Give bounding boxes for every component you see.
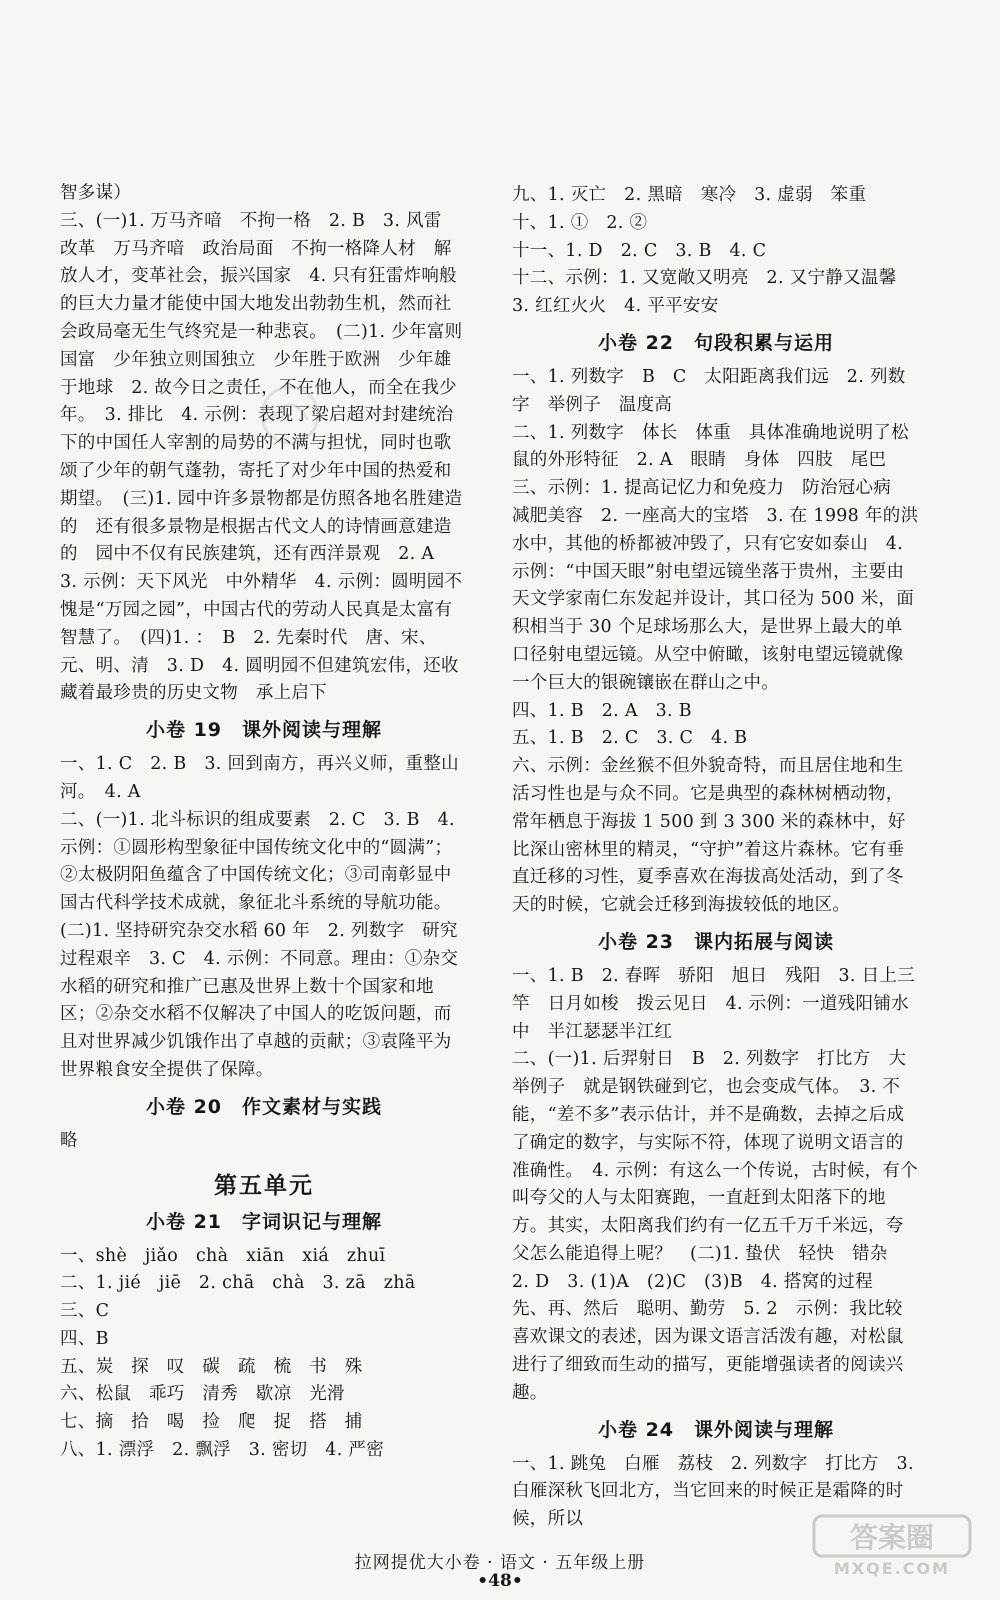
- watermark-brand: 答案圈: [849, 1521, 935, 1554]
- text-line: 五、炭 探 叹 碳 疏 梳 书 殊: [60, 1356, 363, 1377]
- section-title-20: 小卷 20 作文素材与实践: [145, 1095, 383, 1118]
- right-column: [512, 182, 924, 1534]
- section-title-23: 小卷 23 课内拓展与阅读: [597, 930, 835, 953]
- text-line: 二、1. jié jiē 2. chā chà 3. zā zhā: [60, 1273, 416, 1294]
- text-line: 十、1. ① 2. ②: [512, 212, 648, 233]
- section-title-22: 小卷 22 句段积累与运用: [597, 331, 835, 354]
- unit-title: 第五单元: [214, 1172, 314, 1199]
- text-line: 八、1. 漂浮 2. 飘浮 3. 密切 4. 严密: [60, 1440, 385, 1461]
- section-title-21: 小卷 21 字词识记与理解: [145, 1210, 383, 1233]
- text-line: 四、1. B 2. A 3. B: [512, 700, 692, 721]
- text-line: 十一、1. D 2. C 3. B 4. C: [512, 240, 767, 261]
- text-line: 一、shè jiǎo chà xiān xiá zhuī: [60, 1245, 386, 1266]
- text-paragraph: 一、1. 列数字 B C 太阳距离我们远 2. 列数字 举例子 温度高: [512, 366, 906, 415]
- text-line: 略: [60, 1130, 78, 1151]
- text-paragraph: 三、(一)1. 万马齐喑 不拘一格 2. B 3. 风雷 改革 万马齐喑 政治局面 不拘一格降人材 解放人才，变革社会，振兴国家 4. 只有狂雷炸响般的巨大力量才能使中国大地发出勃勃生机，然而社会政局毫无生气终究是一种悲哀。 (二)1. 少年富则国富 少年独立则国独立 少年胜于欧洲 少年雄于地球 2. 故今日之责任，不在他人，而全在我少年。 3. 排比 4. 示例：表现了梁启超对封建统治下的中国任人宰割的局势的不满与担忧，同时也歌颂了少年的朝气蓬勃，寄托了对少年中国的热爱和期望。 (三)1. 园中许多景物都是仿照各地名胜建造的 还有很多景物是根据古代文人的诗情画意建造的 园中不仅有民族建筑，还有西洋景观 2. A 3. 示例：天下风光 中外精华 4. 示例：圆明园不愧是“万园之园”，中国古代的劳动人民真是太富有智慧了。 (四)1. ： B 2. 先秦时代 唐、宋、元、明、清 3. D 4. 圆明园不但建筑宏伟，还收藏着最珍贵的历史文物 承上启下: [60, 210, 463, 704]
- text-line: 三、C: [60, 1301, 110, 1322]
- section-title-19: 小卷 19 课外阅读与理解: [145, 719, 383, 742]
- text-line: 四、B: [60, 1328, 109, 1349]
- text-paragraph: 二、(一)1. 后羿射日 B 2. 列数字 打比方 大 举例子 就是钢铁碰到它，也会变成气体。 3. 不能，“差不多”表示估计，并不是确数，去掉之后成了确定的数字，与实际不符，体现了说明文语言的准确性。 4. 示例：有这么一个传说，古时候，有个叫夸父的人与太阳赛跑，一直赶到太阳落下的地方。其实，太阳离我们约有一亿五千万千米远，夸父怎么能追得上呢？ (二)1. 蛰伏 轻快 错杂 2. D 3. (1)A (2)C (3)B 4. 搭窝的过程 先、再、然后 聪明、勤劳 5. 2 示例：我比较喜欢课文的表述，因为课文语言活泼有趣，对松鼠进行了细致而生动的描写，更能增强读者的阅读兴趣。: [512, 1049, 924, 1403]
- watermark-seal-icon: [250, 380, 330, 450]
- text-line: 五、1. B 2. C 3. C 4. B: [512, 728, 748, 749]
- footer-book-title: 拉网提优大小卷 · 语文 · 五年级上册: [354, 1553, 646, 1573]
- watermark-site: MXQE.COM: [833, 1559, 951, 1578]
- text-paragraph: 一、1. 跳兔 白雁 荔枝 2. 列数字 打比方 3. 白雁深秋飞回北方，当它回来的时候正是霜降的时候，所以: [512, 1453, 914, 1530]
- section-title-24: 小卷 24 课外阅读与理解: [597, 1418, 835, 1441]
- text-line: 六、松鼠 乖巧 清秀 歇凉 光滑: [60, 1384, 345, 1405]
- text-paragraph: 十二、示例：1. 又宽敞又明亮 2. 又宁静又温馨 3. 红红火火 4. 平平安安: [512, 268, 915, 317]
- text-paragraph: 三、示例：1. 提高记忆力和免疫力 防治冠心病 减肥美容 2. 一座高大的宝塔 3. 在 1998 年的洪水中，其他的桥都被冲毁了，只有它安如泰山 4. 示例：“中国天眼”射电望远镜坐落于贵州，主要由天文学家南仁东发起并设计，其口径为 500 米，面积相当于 30 个足球场那么大，是世界上最大的单口径射电望远镜。从空中俯瞰，该射电望远镜就像一个巨大的银碗镶嵌在群山之中。: [512, 478, 919, 693]
- text-line: 智多谋）: [60, 183, 132, 203]
- text-paragraph: 一、1. B 2. 春晖 骄阳 旭日 残阳 3. 日上三竿 日月如梭 拨云见日 4. 示例：一道残阳铺水中 半江瑟瑟半江红: [512, 965, 916, 1042]
- page-number: •48•: [477, 1571, 523, 1591]
- text-paragraph: 六、示例：金丝猴不但外貌奇特，而且居住地和生活习性也是与众不同。它是典型的森林树栖动物，常年栖息于海拔 1 500 到 3 300 米的森林中，好比深山密林里的精灵，“守护”着这片森林。它有垂直迁移的习性，夏季喜欢在海拔高处活动，到了冬天的时候，它就会迁移到海拔较低的地区。: [512, 756, 906, 916]
- text-paragraph: 二、1. 列数字 体长 体重 具体准确地说明了松鼠的外形特征 2. A 眼睛 身体 四肢 尾巴: [512, 422, 909, 471]
- watermark-logo-icon: [812, 1514, 972, 1578]
- text-paragraph: 一、1. C 2. B 3. 回到南方，再兴义师，重整山河。 4. A: [60, 754, 459, 802]
- text-line: 七、摘 拾 喝 捡 爬 捉 搭 捕: [60, 1412, 363, 1433]
- text-line: 九、1. 灭亡 2. 黑暗 寒冷 3. 虚弱 笨重: [512, 185, 867, 205]
- text-paragraph: 二、(一)1. 北斗标识的组成要素 2. C 3. B 4. 示例：①圆形构型象征中国传统文化中的“圆满”；②太极阴阳鱼蕴含了中国传统文化；③司南彰显中国古代科学技术成就，象征北斗系统的导航功能。 (二)1. 坚持研究杂交水稻 60 年 2. 列数字 研究过程艰辛 3. C 4. 示例：不同意。理由：①杂交水稻的研究和推广已惠及世界上数十个国家和地区；②杂交水稻不仅解决了中国人的吃饭问题，而且对世界减少饥饿作出了卓越的贡献；③袁隆平为世界粮食安全提供了保障。: [60, 809, 461, 1080]
- left-column: [60, 180, 468, 1465]
